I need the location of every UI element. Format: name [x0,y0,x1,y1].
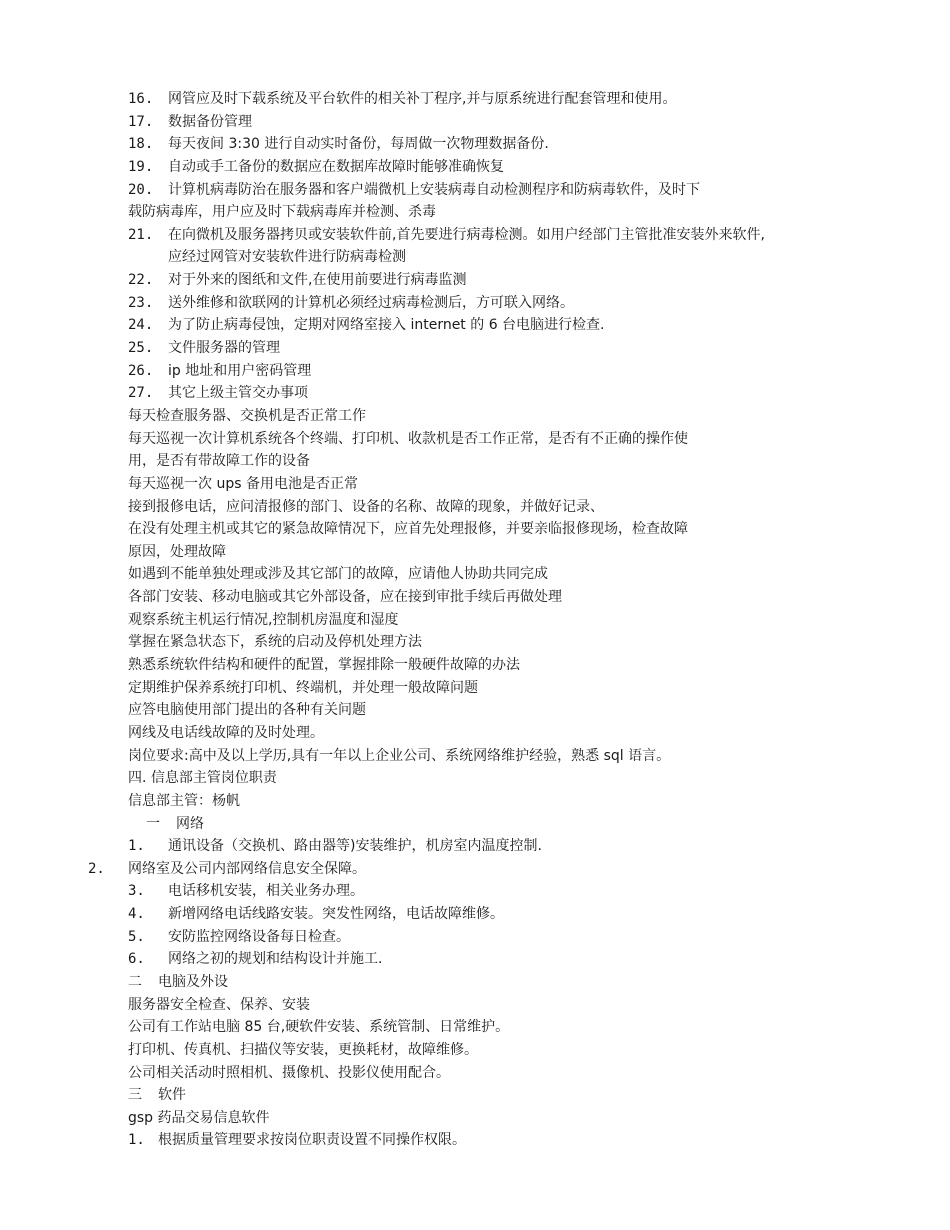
item-text: 数据备份管理 [168,113,252,130]
item-number: 二 [128,973,142,990]
item-text: 应答电脑使用部门提出的各种有关问题 [128,702,366,719]
item-text: 掌握在紧急状态下，系统的启动及停机处理方法 [128,634,422,651]
paragraph-line [0,428,950,451]
list-item [0,337,950,360]
paragraph-line [0,518,950,541]
item-text: 观察系统主机运行情况,控制机房温度和湿度 [128,611,399,628]
item-text: 送外维修和欲联网的计算机必须经过病毒检测后，方可联入网络。 [168,294,574,311]
paragraph-line [0,201,950,224]
list-item [0,360,950,383]
paragraph-line [0,677,950,700]
paragraph-line [0,631,950,654]
paragraph-line [0,496,950,519]
item-text: 如遇到不能单独处理或涉及其它部门的故障，应请他人协助共同完成 [128,566,548,583]
section-heading [0,767,950,790]
item-text: 网管应及时下载系统及平台软件的相关补丁程序,并与原系统进行配套管理和使用。 [168,91,677,107]
list-item [0,903,950,926]
paragraph-line [0,1039,950,1062]
paragraph-line [0,586,950,609]
item-text: 电话移机安装，相关业务办理。 [168,883,364,900]
item-text: 各部门安装、移动电脑或其它外部设备，应在接到审批手续后再做处理 [128,589,562,606]
item-number: 27. [128,385,154,402]
paragraph-line [0,405,950,428]
item-text: 每天检查服务器、交换机是否正常工作 [128,407,366,424]
item-text: 服务器安全检查、保养、安装 [128,996,310,1013]
item-text: gsp 药品交易信息软件 [128,1109,270,1126]
list-item [0,835,950,858]
paragraph-line [0,563,950,586]
paragraph-line [0,745,950,768]
item-text: 用，是否有带故障工作的设备 [128,453,310,470]
subsection-heading [0,813,950,836]
paragraph-line [0,654,950,677]
item-text: 根据质量管理要求按岗位职责设置不同操作权限。 [158,1132,466,1149]
list-item [0,133,950,156]
item-text: 载防病毒库，用户应及时下载病毒库并检测、杀毒 [128,204,436,221]
item-text: 岗位要求:高中及以上学历,具有一年以上企业公司、系统网络维护经验，熟悉 sql 语言。 [128,747,671,764]
item-text: 自动或手工备份的数据应在数据库故障时能够准确恢复 [168,158,504,175]
item-number: 三 [128,1087,142,1104]
item-number: 17. [128,113,154,130]
item-text: 信息部主管：杨帆 [128,792,240,809]
subsection-heading [0,971,950,994]
item-number: 4. [128,906,145,923]
item-number: 一 [146,815,160,832]
item-text: 四. 信息部主管岗位职责 [128,770,277,787]
item-number: 6. [128,951,145,968]
item-number: 16. [128,91,154,107]
item-text: 熟悉系统软件结构和硬件的配置，掌握排除一般硬件故障的办法 [128,657,520,674]
list-item [0,88,950,111]
list-item [0,858,950,881]
paragraph-line [0,1016,950,1039]
item-text: 新增网络电话线路安装。突发性网络，电话故障维修。 [168,906,504,923]
item-number: 22. [128,272,154,289]
paragraph-line [0,1107,950,1130]
item-text: 在向微机及服务器拷贝或安装软件前,首先要进行病毒检测。如用户经部门主管批准安装外来软件, [168,226,765,243]
item-text: 其它上级主管交办事项 [168,385,308,402]
item-text: 打印机、传真机、扫描仪等安装，更换耗材，故障维修。 [128,1041,478,1058]
item-text: 公司相关活动时照相机、摄像机、投影仪使用配合。 [128,1064,450,1081]
item-text: 软件 [158,1087,186,1104]
item-text: 定期维护保养系统打印机、终端机，并处理一般故障问题 [128,679,478,696]
item-number: 26. [128,362,154,379]
list-item [0,179,950,202]
item-text: 对于外来的图纸和文件,在使用前要进行病毒监测 [168,272,467,289]
paragraph-line [0,450,950,473]
subsection-heading [0,1084,950,1107]
item-number: 2. [88,860,105,877]
paragraph-line [0,473,950,496]
paragraph-line [0,722,950,745]
item-number: 23. [128,294,154,311]
item-number: 20. [128,181,154,198]
item-number: 21. [128,226,154,243]
paragraph-line [0,1062,950,1085]
item-number: 18. [128,136,154,153]
item-number: 19. [128,158,154,175]
paragraph-line [0,246,950,269]
list-item [0,269,950,292]
item-text: 计算机病毒防治在服务器和客户端微机上安装病毒自动检测程序和防病毒软件，及时下 [168,181,700,198]
item-text: 网络 [176,815,204,832]
item-text: 原因，处理故障 [128,543,226,560]
item-text: 每天夜间 3:30 进行自动实时备份，每周做一次物理数据备份. [168,136,549,153]
item-text: 在没有处理主机或其它的紧急故障情况下，应首先处理报修，并要亲临报修现场，检查故障 [128,521,688,538]
list-item [0,224,950,247]
list-item [0,111,950,134]
list-item [0,948,950,971]
item-number: 1. [128,1132,145,1149]
item-number: 1. [128,838,145,855]
item-number: 24. [128,317,154,334]
item-text: 文件服务器的管理 [168,340,280,357]
list-item [0,382,950,405]
item-text: 公司有工作站电脑 85 台,硬软件安装、系统管制、日常维护。 [128,1019,510,1036]
list-item [0,314,950,337]
item-text: 安防监控网络设备每日检查。 [168,928,350,945]
item-text: 每天巡视一次计算机系统各个终端、打印机、收款机是否工作正常，是否有不正确的操作使 [128,430,688,447]
item-text: 通讯设备（交换机、路由器等)安装维护，机房室内温度控制. [168,838,542,855]
item-number: 5. [128,928,145,945]
item-text: 应经过网管对安装软件进行防病毒检测 [168,249,406,266]
item-text: 为了防止病毒侵蚀，定期对网络室接入 internet 的 6 台电脑进行检查. [168,317,605,334]
item-text: 每天巡视一次 ups 备用电池是否正常 [128,475,358,492]
paragraph-line [0,541,950,564]
item-text: 网络室及公司内部网络信息安全保障。 [128,860,366,877]
item-text: 电脑及外设 [158,973,228,990]
list-item [0,1129,950,1152]
document-body [0,88,950,1152]
item-number: 25. [128,340,154,357]
list-item [0,880,950,903]
paragraph-line [0,699,950,722]
paragraph-line [0,790,950,813]
item-text: 网络之初的规划和结构设计并施工. [168,951,383,968]
item-text: 网线及电话线故障的及时处理。 [128,724,324,741]
paragraph-line [0,994,950,1017]
item-text: 接到报修电话，应问清报修的部门、设备的名称、故障的现象，并做好记录、 [128,498,604,515]
list-item [0,292,950,315]
paragraph-line [0,609,950,632]
item-text: ip 地址和用户密码管理 [168,362,312,379]
list-item [0,156,950,179]
item-number: 3. [128,883,145,900]
list-item [0,926,950,949]
